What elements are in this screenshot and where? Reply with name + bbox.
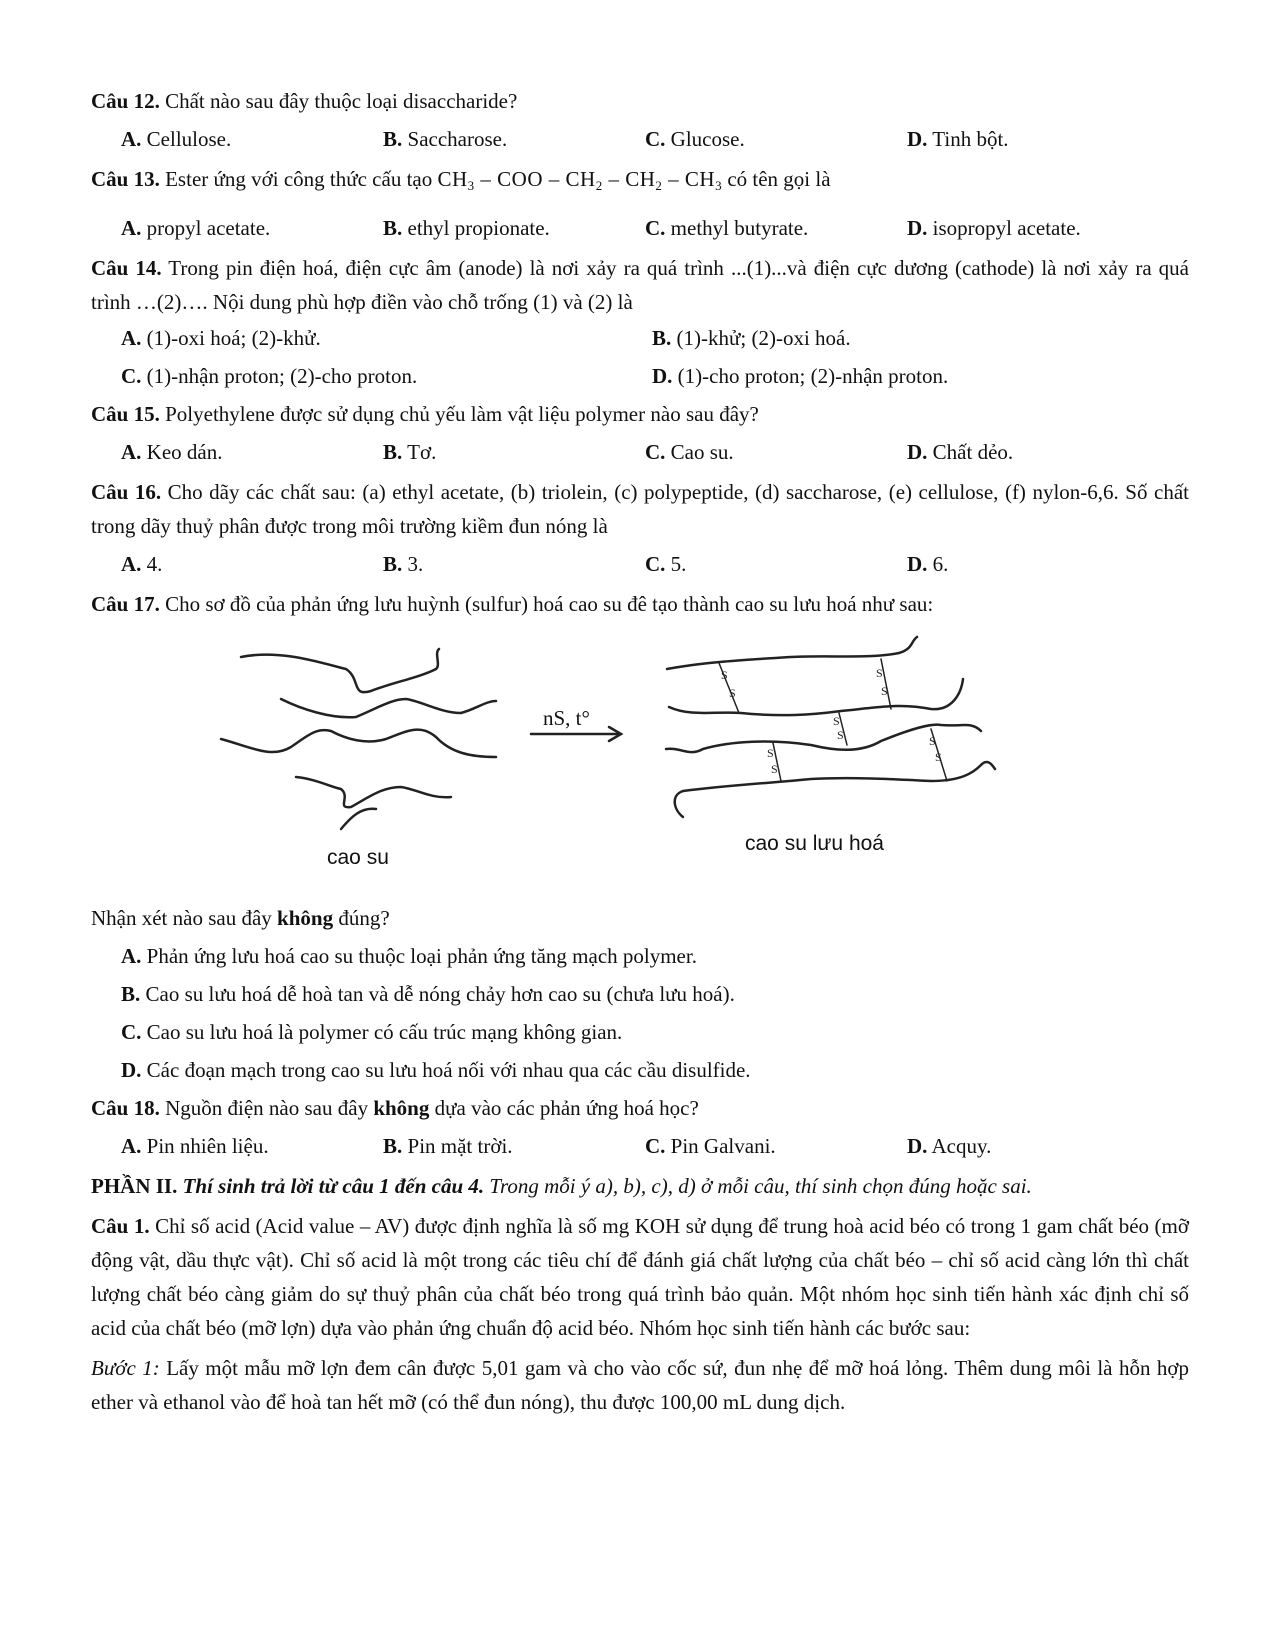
rubber-chain-2 xyxy=(281,699,496,717)
option-a[interactable]: A. Keo dán. xyxy=(121,440,223,464)
sulfur-atom: S xyxy=(833,714,840,728)
option-d[interactable]: D. 6. xyxy=(907,552,949,576)
option-a[interactable]: A. Phản ứng lưu hoá cao su thuộc loại phản ứng tăng mạch polymer. xyxy=(121,944,697,968)
vulcanized-chain-2 xyxy=(669,679,963,715)
question-12-options xyxy=(91,122,1189,156)
option-b[interactable]: B. 3. xyxy=(383,552,424,576)
vulcanized-chain-1 xyxy=(667,637,917,669)
question-12: Câu 12. Chất nào sau đây thuộc loại disaccharide? xyxy=(91,89,518,113)
question-14-options-row-2 xyxy=(91,359,1189,393)
option-c[interactable]: C. methyl butyrate. xyxy=(645,216,809,240)
rubber-chain-3 xyxy=(221,730,496,757)
sulfur-atom: S xyxy=(767,746,774,760)
vulcanized-chain-4 xyxy=(683,762,995,791)
option-c[interactable]: C. (1)-nhận proton; (2)-cho proton. xyxy=(121,364,418,388)
option-b[interactable]: B. ethyl propionate. xyxy=(383,216,550,240)
right-label: cao su lưu hoá xyxy=(745,832,884,855)
exam-page xyxy=(91,84,1189,1419)
option-d[interactable]: D. Tinh bột. xyxy=(907,127,1009,151)
question-18-options xyxy=(91,1129,1189,1163)
option-b[interactable]: B. Pin mặt trời. xyxy=(383,1134,513,1158)
sulfur-atom: S xyxy=(837,728,844,742)
question-15-options xyxy=(91,435,1189,469)
part-2-heading: PHẦN II. Thí sinh trả lời từ câu 1 đến câu 4. Trong mỗi ý a), b), c), d) ở mỗi câu, thí sinh chọn đúng hoặc sai. xyxy=(91,1174,1032,1198)
vulcanization-figure xyxy=(91,629,1189,897)
sulfur-atom: S xyxy=(881,684,888,698)
left-label: cao su xyxy=(327,846,389,869)
sulfur-atom: S xyxy=(935,750,942,764)
sulfur-atom: S xyxy=(929,734,936,748)
question-16-options xyxy=(91,547,1189,581)
sulfur-atom: S xyxy=(729,686,736,700)
sulfur-atom: S xyxy=(771,762,778,776)
option-b[interactable]: B. Saccharose. xyxy=(383,127,508,151)
option-c[interactable]: C. Cao su. xyxy=(645,440,734,464)
option-c[interactable]: C. 5. xyxy=(645,552,687,576)
vulcanized-chain-5 xyxy=(675,791,683,817)
sulfur-atom: S xyxy=(876,666,883,680)
vulcanization-diagram xyxy=(91,629,1189,897)
rubber-chain-5 xyxy=(341,809,376,829)
option-c[interactable]: C. Glucose. xyxy=(645,127,745,151)
option-d[interactable]: D. Các đoạn mạch trong cao su lưu hoá nối với nhau qua các cầu disulfide. xyxy=(121,1058,751,1082)
part-2-question-1-step-1: Bước 1: Lấy một mẫu mỡ lợn đem cân được 5,01 gam và cho vào cốc sứ, đun nhẹ để mỡ hoá lỏng. Thêm dung môi là hỗn hợp ether và ethanol vào để hoà tan hết mỡ (có thể đun nóng), thu được 100,00 mL dung dịch. xyxy=(91,1356,1189,1414)
option-a[interactable]: A. propyl acetate. xyxy=(121,216,271,240)
question-18: Câu 18. Nguồn điện nào sau đây không dựa vào các phản ứng hoá học? xyxy=(91,1096,699,1120)
question-16: Câu 16. Cho dãy các chất sau: (a) ethyl acetate, (b) triolein, (c) polypeptide, (d) saccharose, (e) cellulose, (f) nylon-6,6. Số chất trong dãy thuỷ phân được trong môi trường kiềm đun nóng là xyxy=(91,480,1189,538)
option-b[interactable]: B. Cao su lưu hoá dễ hoà tan và dễ nóng chảy hơn cao su (chưa lưu hoá). xyxy=(121,982,735,1006)
option-c[interactable]: C. Cao su lưu hoá là polymer có cấu trúc mạng không gian. xyxy=(121,1020,623,1044)
arrow-label: nS, t° xyxy=(543,706,590,730)
question-15: Câu 15. Polyethylene được sử dụng chủ yếu làm vật liệu polymer nào sau đây? xyxy=(91,402,759,426)
option-d[interactable]: D. Acquy. xyxy=(907,1134,992,1158)
part-2-question-1: Câu 1. Chỉ số acid (Acid value – AV) được định nghĩa là số mg KOH sử dụng để trung hoà acid béo có trong 1 gam chất béo (mỡ động vật, dầu thực vật). Chỉ số acid là một trong các tiêu chí để đánh giá chất lượng của chất béo – chỉ số acid càng lớn thì chất lượng chất béo càng giảm do sự thuỷ phân của chất béo trong quá trình bảo quản. Một nhóm học sinh tiến hành xác định chỉ số acid của chất béo (mỡ lợn) dựa vào phản ứng chuẩn độ acid béo. Nhóm học sinh tiến hành các bước sau: xyxy=(91,1214,1189,1340)
rubber-chain-1 xyxy=(241,649,439,692)
question-17: Câu 17. Cho sơ đồ của phản ứng lưu huỳnh (sulfur) hoá cao su đê tạo thành cao su lưu hoá như sau: xyxy=(91,592,934,616)
question-14-options-row-1 xyxy=(91,321,1189,355)
option-d[interactable]: D. isopropyl acetate. xyxy=(907,216,1081,240)
option-c[interactable]: C. Pin Galvani. xyxy=(645,1134,776,1158)
option-b[interactable]: B. (1)-khử; (2)-oxi hoá. xyxy=(652,326,851,350)
ester-formula: $CH_3$ – COO – $CH_2 - CH_2 - CH_3$ xyxy=(437,167,723,193)
option-a[interactable]: A. 4. xyxy=(121,552,163,576)
rubber-chain-4 xyxy=(296,777,451,807)
question-17-prompt: Nhận xét nào sau đây không đúng? xyxy=(91,906,390,930)
question-14: Câu 14. Trong pin điện hoá, điện cực âm (anode) là nơi xảy ra quá trình ...(1)...và điện cực dương (cathode) là nơi xảy ra quá trình …(2)…. Nội dung phù hợp điền vào chỗ trống (1) và (2) là xyxy=(91,256,1189,314)
option-b[interactable]: B. Tơ. xyxy=(383,440,437,464)
question-13-options xyxy=(91,211,1189,245)
option-d[interactable]: D. Chất dẻo. xyxy=(907,440,1014,464)
sulfur-atom: S xyxy=(721,668,728,682)
option-a[interactable]: A. Cellulose. xyxy=(121,127,232,151)
option-a[interactable]: A. Pin nhiên liệu. xyxy=(121,1134,269,1158)
option-a[interactable]: A. (1)-oxi hoá; (2)-khử. xyxy=(121,326,321,350)
option-d[interactable]: D. (1)-cho proton; (2)-nhận proton. xyxy=(652,364,949,388)
question-13: Câu 13. Ester ứng với công thức cấu tạo $CH_3$ – COO – $CH_2 - CH_2 - CH_3$ có tên gọi là xyxy=(91,167,831,193)
